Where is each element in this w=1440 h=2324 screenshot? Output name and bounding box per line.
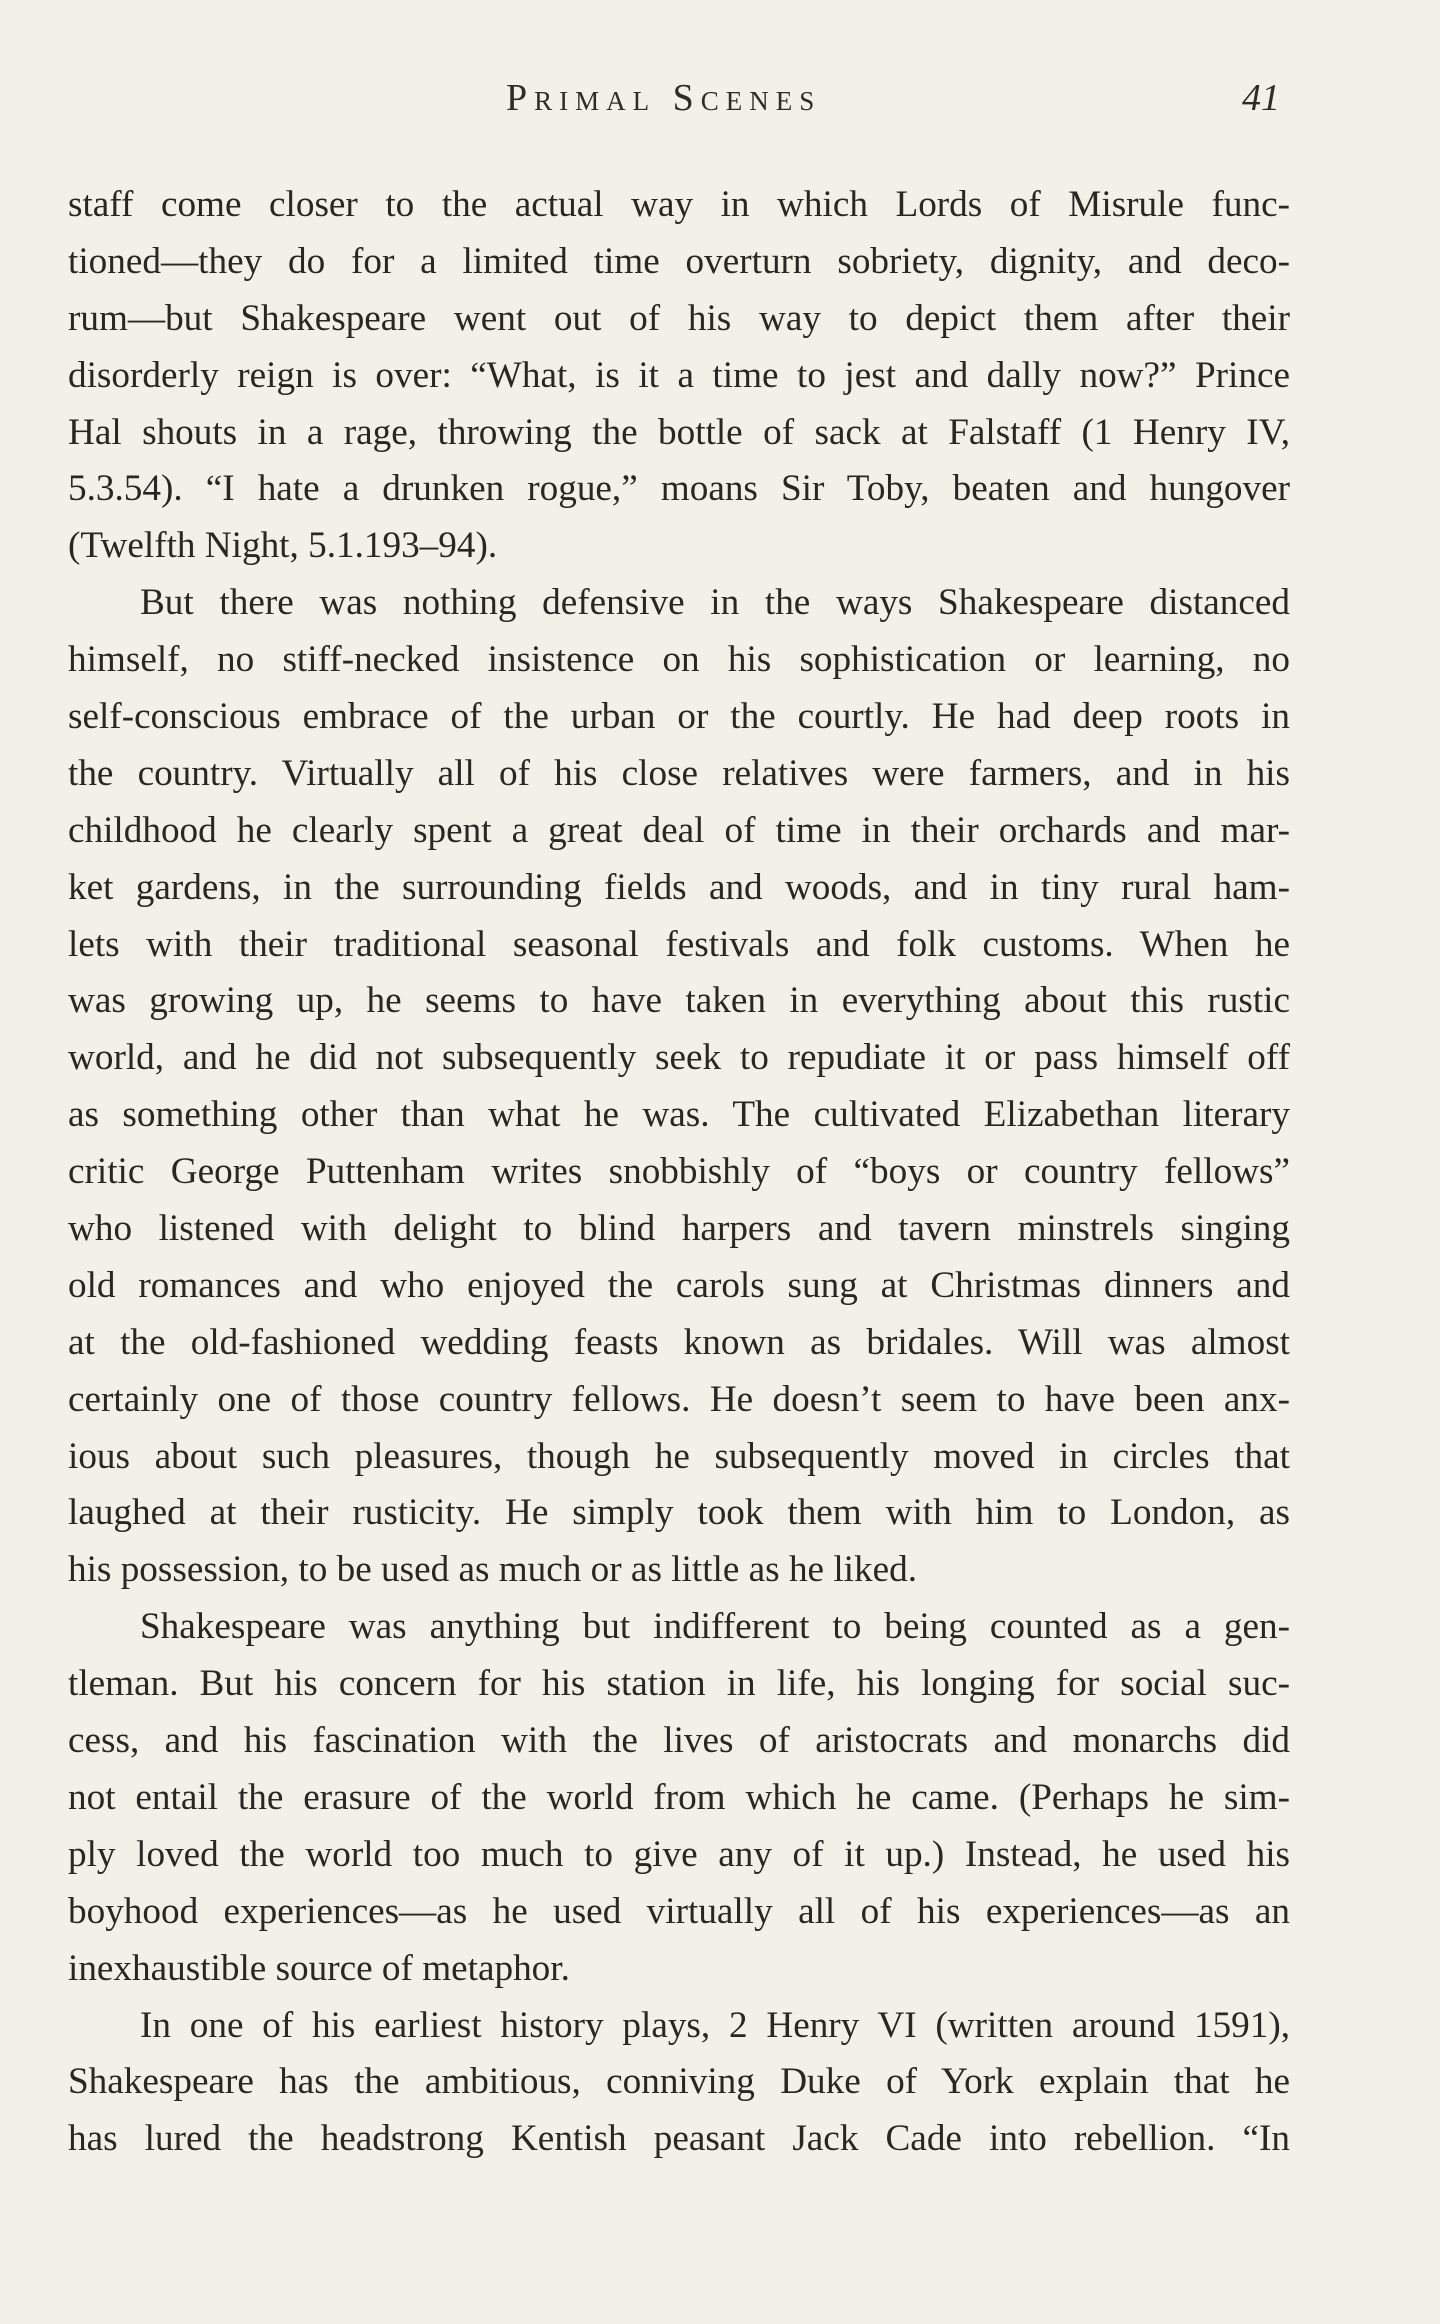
- paragraph-first-line: In one of his earliest history plays, 2 Henry VI (written around 1591),: [140, 2004, 1290, 2046]
- text-line: (Twelfth Night, 5.1.193–94).: [68, 525, 498, 567]
- text-line: ious about such pleasures, though he subsequently moved in circles that: [68, 1435, 1290, 1477]
- text-line: at the old-fashioned wedding feasts known as bridales. Will was almost: [68, 1321, 1290, 1363]
- text-line: critic George Puttenham writes snobbishly of “boys or country fellows”: [68, 1151, 1290, 1193]
- text-line: who listened with delight to blind harpers and tavern minstrels singing: [68, 1208, 1290, 1250]
- text-line: as something other than what he was. The cultivated Elizabethan literary: [68, 1094, 1290, 1136]
- text-line: old romances and who enjoyed the carols sung at Christmas dinners and: [68, 1264, 1290, 1306]
- text-line: rum—but Shakespeare went out of his way to depict them after their: [68, 297, 1290, 339]
- text-line: Hal shouts in a rage, throwing the bottle of sack at Falstaff (1 Henry IV,: [68, 411, 1290, 453]
- text-line: the country. Virtually all of his close relatives were farmers, and in his: [68, 752, 1290, 794]
- text-line: tioned—they do for a limited time overturn sobriety, dignity, and deco-: [68, 240, 1290, 282]
- text-line: disorderly reign is over: “What, is it a time to jest and dally now?” Prince: [68, 354, 1290, 396]
- paragraph-first-line: Shakespeare was anything but indifferent to being counted as a gen-: [140, 1606, 1290, 1648]
- text-line: was growing up, he seems to have taken in everything about this rustic: [68, 980, 1290, 1022]
- text-line: staff come closer to the actual way in which Lords of Misrule func-: [68, 184, 1290, 225]
- text-line: certainly one of those country fellows. He doesn’t seem to have been anx-: [68, 1378, 1290, 1420]
- text-line: ket gardens, in the surrounding fields and woods, and in tiny rural ham-: [68, 866, 1290, 908]
- text-line: not entail the erasure of the world from which he came. (Perhaps he sim-: [68, 1776, 1290, 1818]
- text-line: self-conscious embrace of the urban or the courtly. He had deep roots in: [68, 696, 1290, 738]
- running-header: [0, 76, 1440, 126]
- text-line: tleman. But his concern for his station in life, his longing for social suc-: [68, 1663, 1290, 1705]
- paragraph-first-line: But there was nothing defensive in the ways Shakespeare distanced: [140, 582, 1290, 624]
- running-title: Primal Scenes: [506, 77, 822, 119]
- body-text: [68, 177, 1290, 2168]
- text-line: Shakespeare has the ambitious, conniving Duke of York explain that he: [68, 2061, 1290, 2103]
- text-line: world, and he did not subsequently seek to repudiate it or pass himself off: [68, 1037, 1290, 1079]
- text-line: has lured the headstrong Kentish peasant Jack Cade into rebellion. “In: [68, 2118, 1290, 2160]
- text-line: childhood he clearly spent a great deal of time in their orchards and mar-: [68, 809, 1290, 851]
- text-line: laughed at their rusticity. He simply took them with him to London, as: [68, 1492, 1290, 1534]
- text-line: lets with their traditional seasonal festivals and folk customs. When he: [68, 923, 1290, 965]
- text-line: ply loved the world too much to give any of it up.) Instead, he used his: [68, 1833, 1290, 1875]
- text-line: boyhood experiences—as he used virtually all of his experiences—as an: [68, 1890, 1290, 1932]
- text-line: 5.3.54). “I hate a drunken rogue,” moans Sir Toby, beaten and hungover: [68, 468, 1290, 510]
- text-line: himself, no stiff-necked insistence on his sophistication or learning, no: [68, 639, 1290, 681]
- text-line: inexhaustible source of metaphor.: [68, 1947, 570, 1989]
- page-number: 41: [1242, 77, 1280, 119]
- text-line: cess, and his fascination with the lives of aristocrats and monarchs did: [68, 1720, 1290, 1762]
- text-line: his possession, to be used as much or as little as he liked.: [68, 1549, 917, 1591]
